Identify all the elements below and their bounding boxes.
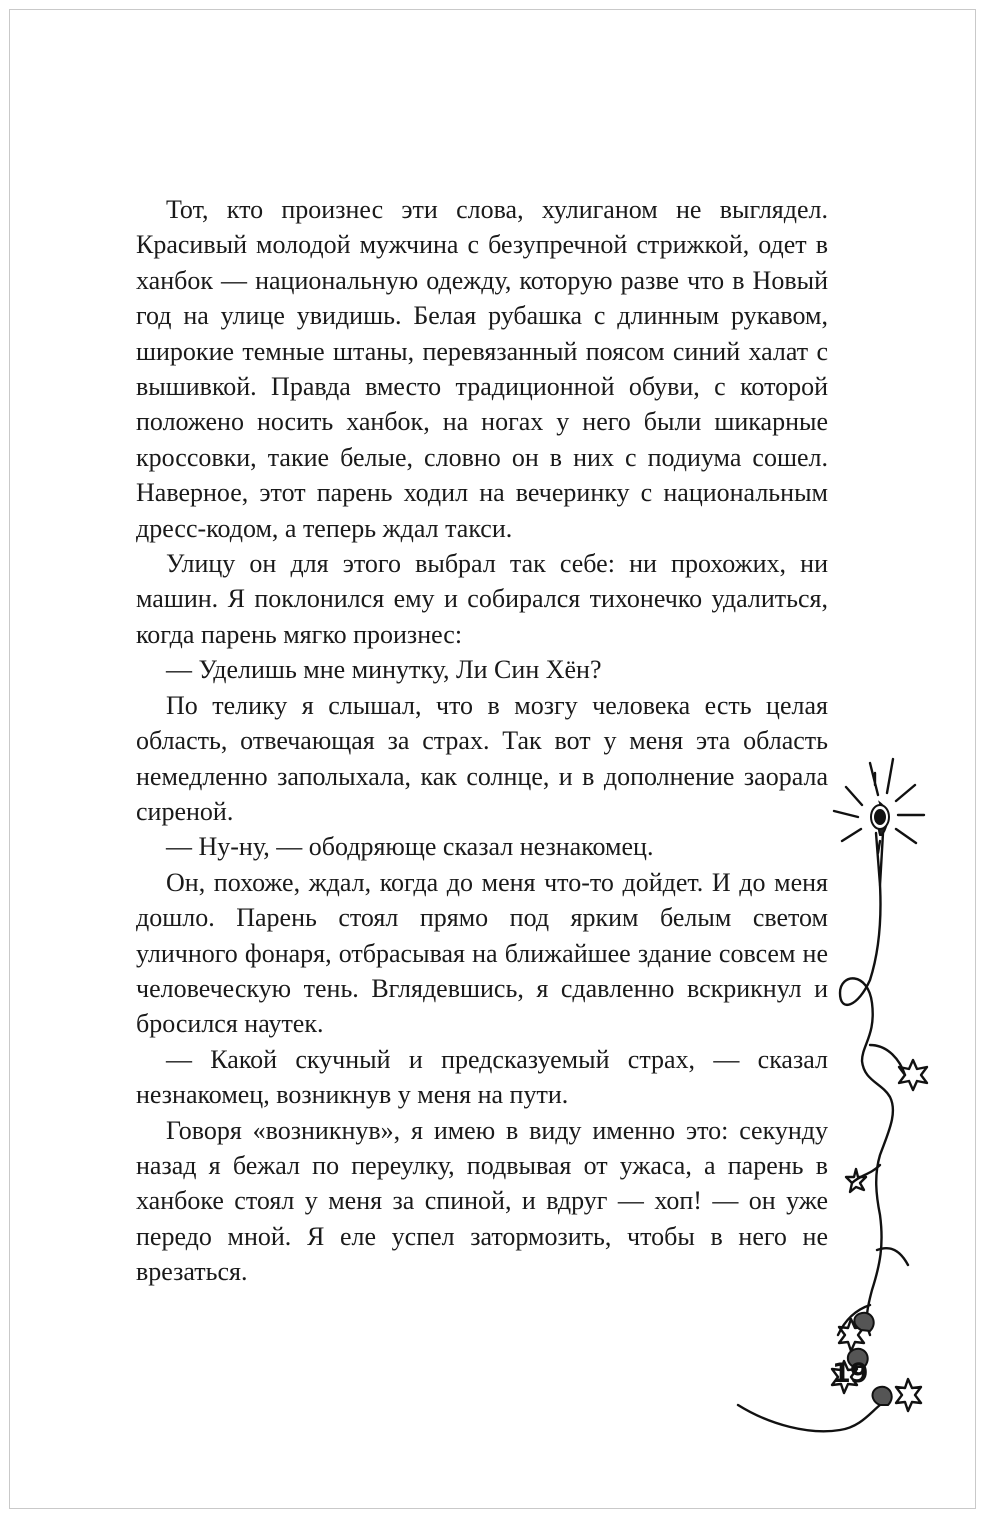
- paragraph: Он, похоже, ждал, когда до меня что-то дойдет. И до меня дошло. Парень стоял прямо под ярким белым светом уличного фонаря, отбрасывая на ближайшее здание совсем не человеческую тень. Вглядевшись, я сдавленно вскрикнул и бросился наутек.: [136, 867, 828, 1039]
- paragraph: Говоря «возникнув», я имею в виду именно это: секунду назад я бежал по переулку, подвывая от ужаса, а парень в ханбоке стоял у меня за спиной, и вдруг — хоп! — он уже передо мной. Я еле успел затормозить, чтобы в него не врезаться.: [136, 1115, 828, 1287]
- paragraph: Тот, кто произнес эти слова, хулиганом не выглядел. Красивый молодой мужчина с безупречной стрижкой, одет в ханбок — национальную одежду, которую разве что в Новый год на улице увидишь. Белая рубашка с длинным рукавом, широкие темные штаны, перевязанный поясом синий халат с вышивкой. Правда вместо традиционной обуви, с которой положено носить ханбок, на ногах у него были шикарные кроссовки, такие белые, словно он в них с подиума сошел. Наверное, этот парень ходил на вечеринку с национальным дресс-кодом, а теперь ждал такси.: [136, 195, 828, 543]
- page-text: [136, 192, 828, 1290]
- dialogue-line: — Уделишь мне минутку, Ли Син Хён?: [166, 655, 602, 685]
- paragraph: Улицу он для этого выбрал так себе: ни прохожих, ни машин. Я поклонился ему и собирался тихонечко удалиться, когда парень мягко произнес:: [136, 549, 828, 649]
- dialogue-line: — Какой скучный и предсказуемый страх, — сказал незнакомец, возникнув у меня на пути.: [136, 1044, 828, 1110]
- dialogue-line: — Ну-ну, — ободряюще сказал незнакомец.: [166, 832, 654, 862]
- page-number: 19: [832, 1358, 868, 1389]
- torch-vine-ornament: [730, 745, 960, 1445]
- paragraph: По телику я слышал, что в мозгу человека есть целая область, отвечающая за страх. Так вот у меня эта область немедленно заполыхала, как солнце, и в дополнение заорала сиреной.: [136, 690, 828, 826]
